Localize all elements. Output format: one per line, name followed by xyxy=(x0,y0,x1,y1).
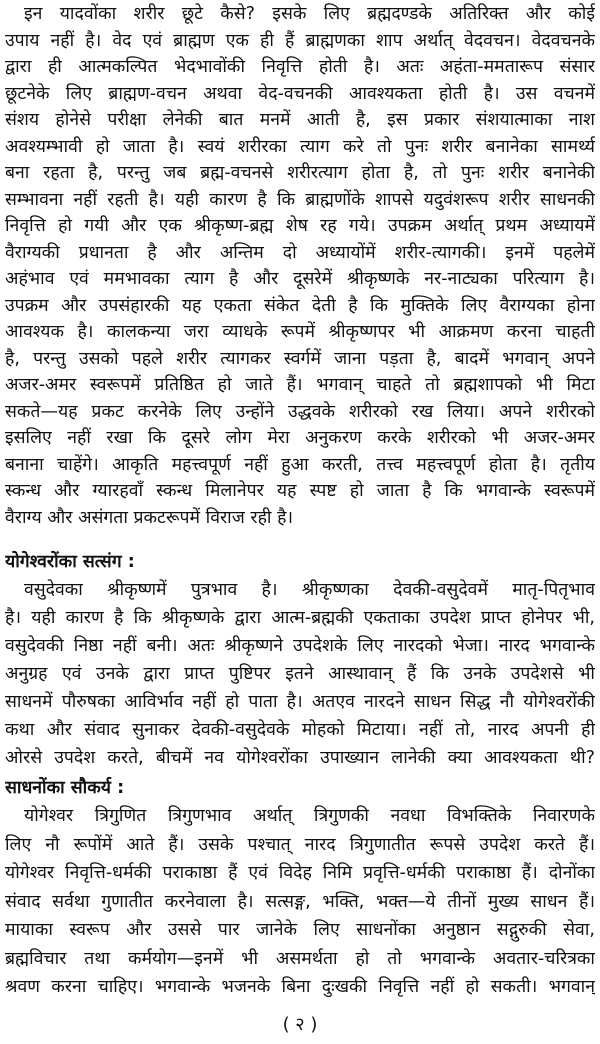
text-line: कथा और संवाद सुनाकर देवकी-वसुदेवके मोहको मिटाया। नहीं तो, नारद अपनी ही xyxy=(5,720,595,740)
text-line: लिए नौ रूपोंमें आते हैं। उसके पश्चात् नारद त्रिगुणातीत रूपसे उपदेश करते हैं। xyxy=(5,834,595,855)
text-line: श्रवण करना चाहिए। भगवान्के भजनके बिना दुःखकी निवृत्ति नहीं हो सकती। भगवान् xyxy=(5,977,595,997)
text-line: ओरसे उपदेश करते, बीचमें नव योगेश्वरोंका उपाख्यान लानेकी क्या आवश्यकता थी? xyxy=(5,748,595,768)
text-line: आवश्यक है। कालकन्या जरा व्याधके रूपमें श्रीकृष्णपर भी आक्रमण करना चाहती xyxy=(5,322,595,342)
text-line: वैराग्य और असंगता प्रकटरूपमें विराज रही है। xyxy=(5,507,294,528)
text-line: वैराग्यकी प्रधानता है और अन्तिम दो अध्यायोंमें शरीर-त्यागकी। इनमें पहलेमें xyxy=(5,242,595,263)
text-line: योगेश्वर त्रिगुणित त्रिगुणभाव अर्थात् त्रिगुणकी नवधा विभक्तिके निवारणके xyxy=(24,806,595,826)
text-line: छूटनेके लिए ब्राह्मण-वचन अथवा वेद-वचनकी आवश्यकता होती है। उस वचनमें xyxy=(5,83,595,104)
text-line: स्कन्ध और ग्यारहवाँ स्कन्ध मिलानेपर यह स्पष्ट हो जाता है कि भगवान्के स्वरूपमें xyxy=(5,481,595,501)
text-line: इन यादवोंका शरीर छूटे कैसे? इसके लिए ब्रह्मदण्डके अतिरिक्त और कोई xyxy=(24,4,595,24)
text-line: अजर-अमर स्वरूपमें प्रतिष्ठित हो जाते हैं। भगवान् चाहते तो ब्रह्मशापको भी मिटा xyxy=(5,375,595,395)
text-line: वसुदेवकी निष्ठा नहीं बनी। अतः श्रीकृष्णने उपदेशके लिए नारदको भेजा। नारद भगवान्के xyxy=(5,636,595,656)
text-line: निवृत्ति हो गयी और एक श्रीकृष्ण-ब्रह्म शेष रह गये। उपक्रम अर्थात् प्रथम अध्यायमें xyxy=(5,216,595,236)
text-line: द्वारा ही आत्मकल्पित भेदभावोंकी निवृत्ति होती है। अतः अहंता-ममतारूप संसार xyxy=(5,57,595,77)
text-line: योगेश्वर निवृत्ति-धर्मकी पराकाष्ठा हैं एवं विदेह निमि प्रवृत्ति-धर्मकी पराकाष्ठा हैं। दोनोंका xyxy=(5,863,595,883)
text-line: बना रहता है, परन्तु जब ब्रह्म-वचनसे शरीरत्याग होता है, तो पुनः शरीर बनानेकी xyxy=(5,163,595,183)
text-line: अनुग्रह एवं उनके द्वारा प्राप्त पुष्टिपर इतने आस्थावान् हैं कि उनके उपदेशसे भी xyxy=(5,664,595,684)
text-line: संशय होनेसे परीक्षा लेनेकी बात मनमें आती है, इस प्रकार संशयात्माका नाश xyxy=(5,110,595,130)
text-line: उपाय नहीं है। वेद एवं ब्राह्मण एक ही हैं ब्राह्मणका शाप अर्थात् वेदवचन। वेदवचनके xyxy=(5,30,595,51)
text-line: मायाका स्वरूप और उससे पार जानेके लिए साधनोंका अनुष्ठान सद्गुरुकी सेवा, xyxy=(5,920,595,940)
text-line: बनाना चाहेंगे। आकृति महत्त्वपूर्ण नहीं हुआ करती, तत्त्व महत्त्वपूर्ण होता है। तृतीय xyxy=(5,454,595,475)
text-line: संवाद सर्वथा गुणातीत करनेवाला है। सत्सङ्ग, भक्ति, भक्त—ये तीनों मुख्य साधन हैं। xyxy=(5,891,595,912)
heading-sadhan-saukarya: साधनोंका सौकर्य : xyxy=(5,778,125,798)
text-line: इसलिए नहीं रखा कि दूसरे लोग मेरा अनुकरण करके शरीरको भी अजर-अमर xyxy=(5,428,595,448)
text-line: ब्रह्मविचार तथा कर्मयोग—इनमें भी असमर्थता हो तो भगवान्के अवतार-चरित्रका xyxy=(5,948,595,969)
text-line: वसुदेवका श्रीकृष्णमें पुत्रभाव है। श्रीकृष्णका देवकी-वसुदेवमें मातृ-पितृभाव xyxy=(24,580,595,600)
text-line: है, परन्तु उसको पहले शरीर त्यागकर स्वर्गमें जाना पड़ता है, बादमें भगवान् अपने xyxy=(5,348,595,369)
text-line: साधनमें पौरुषका आविर्भाव नहीं हो पाता है। अतएव नारदने साधन सिद्ध नौ योगेश्वरोंकी xyxy=(5,692,595,712)
heading-yogeshwar-satsang: योगेश्वरोंका सत्संग : xyxy=(5,552,135,572)
text-line: सम्भावना नहीं रहती है। यही कारण है कि ब्राह्मणोंके शापसे यदुवंशरूप शरीर साधनकी xyxy=(5,189,595,210)
text-line: है। यही कारण है कि श्रीकृष्णके द्वारा आत्म-ब्रह्मकी एकताका उपदेश प्राप्त होनेपर भी, xyxy=(5,608,595,628)
page-number: ( २ ) xyxy=(282,1014,318,1035)
text-line: सकते—यह प्रकट करनेके लिए उन्होंने उद्धवके शरीरको रख लिया। अपने शरीरको xyxy=(5,401,595,422)
text-line: अवश्यम्भावी हो जाता है। स्वयं शरीरका त्याग करे तो पुनः शरीर बनानेका सामर्थ्य xyxy=(5,136,595,157)
text-line: उपक्रम और उपसंहारकी यह एकता संकेत देती है कि मुक्तिके लिए वैराग्यका होना xyxy=(5,295,595,316)
text-line: अहंभाव एवं ममभावका त्याग है और दूसरेमें श्रीकृष्णके नर-नाट्यका परित्याग है। xyxy=(5,269,595,289)
